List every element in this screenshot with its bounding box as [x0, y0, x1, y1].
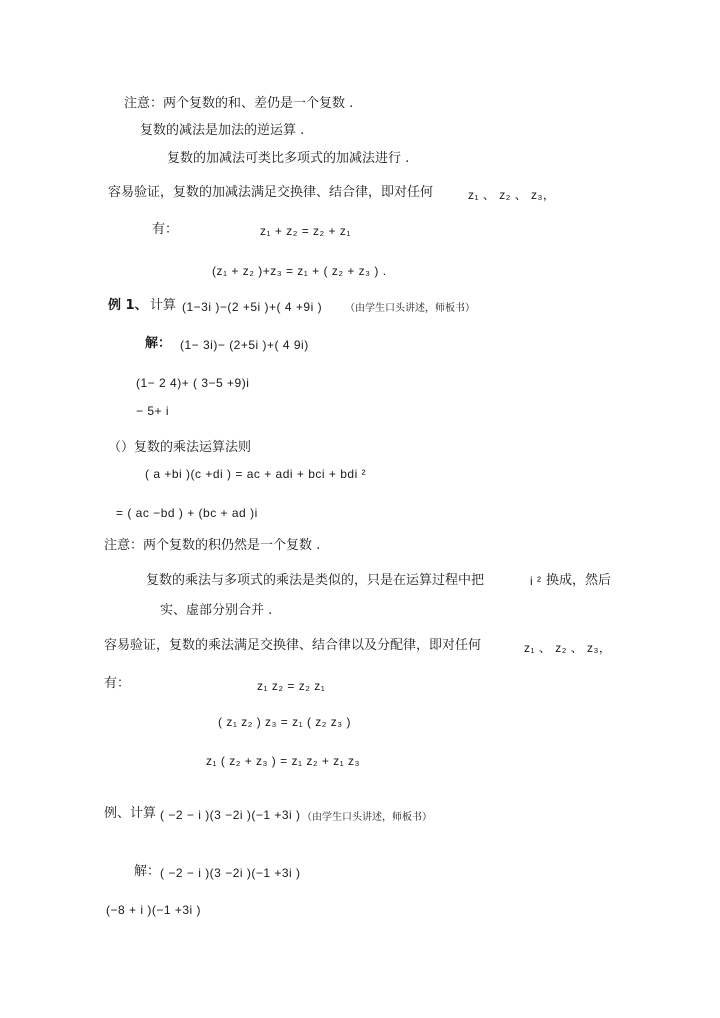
example-1-note: （由学生口头讲述，师板书）: [345, 303, 475, 314]
associative-law-mul: ( z₁ z₂ ) z₃ = z₁ ( z₂ z₃ ): [218, 715, 352, 729]
multiplication-rule-line-1: ( a +bi )(c +di ) = ac + adi + bci + bdi ²: [145, 467, 367, 481]
polynomial-analogy-note: 复数的加减法可类比多项式的加减法进行 .: [167, 151, 410, 166]
addition-laws-vars: z₁ 、 z₂ 、 z₃，: [468, 188, 556, 202]
example-1-expression: (1−3i )−(2 +5i )+( 4 +9i ): [182, 300, 323, 314]
associative-law-add: (z₁ + z₂ )+z₃ = z₁ + ( z₂ + z₃ ) .: [212, 264, 387, 278]
compute-label: 计算: [150, 298, 177, 313]
solution-2-step-2: (−8 + i )(−1 +3i ): [106, 903, 202, 917]
solution-2-step-1: ( −2 − i )(3 −2i )(−1 +3i ): [160, 866, 301, 880]
commutative-law-mul: z₁ z₂ = z₂ z₁: [257, 679, 326, 693]
example-2-expression: ( −2 − i )(3 −2i )(−1 +3i ): [160, 808, 301, 822]
multiplication-rule-line-2: = ( ac −bd ) + (bc + ad )i: [116, 506, 258, 520]
distributive-law: z₁ ( z₂ + z₃ ) = z₁ z₂ + z₁ z₃: [206, 754, 360, 768]
note-sum-difference: 注意：两个复数的和、差仍是一个复数 .: [124, 96, 354, 111]
solution-label-2: 解：: [134, 864, 161, 879]
addition-laws-text: 容易验证，复数的加减法满足交换律、结合律，即对任何: [108, 185, 434, 200]
multiplication-rule-heading: （）复数的乘法运算法则: [108, 440, 252, 455]
solution-result: − 5+ i: [136, 404, 170, 418]
solution-label: 解：: [145, 336, 172, 351]
solution-step-1: (1− 3i)− (2+5i )+( 4 9i): [180, 338, 309, 352]
commutative-law-add: z₁ + z₂ = z₂ + z₁: [260, 224, 351, 238]
i-squared: i ²: [530, 574, 542, 588]
solution-step-2: (1− 2 4)+ ( 3−5 +9)i: [136, 376, 250, 390]
polynomial-multiplication-note: 复数的乘法与多项式的乘法是类似的，只是在运算过程中把: [146, 573, 485, 588]
note-product: 注意：两个复数的积仍然是一个复数 .: [104, 538, 321, 553]
multiplication-laws-text: 容易验证，复数的乘法满足交换律、结合律以及分配律，即对任何: [104, 638, 482, 653]
has-label: 有：: [152, 222, 179, 237]
example-1-label: 例 1、: [108, 298, 148, 313]
example-2-label: 例、计算: [104, 806, 157, 821]
example-2-note: （由学生口头讲述，师板书）: [302, 812, 432, 823]
polynomial-multiplication-note-end: 换成，然后: [546, 573, 612, 588]
subtraction-inverse-note: 复数的减法是加法的逆运算 .: [140, 123, 305, 138]
merge-parts-note: 实、虚部分别合并 .: [160, 603, 273, 618]
multiplication-laws-vars: z₁ 、 z₂ 、 z₃，: [524, 641, 612, 655]
has-label-2: 有：: [104, 676, 131, 691]
